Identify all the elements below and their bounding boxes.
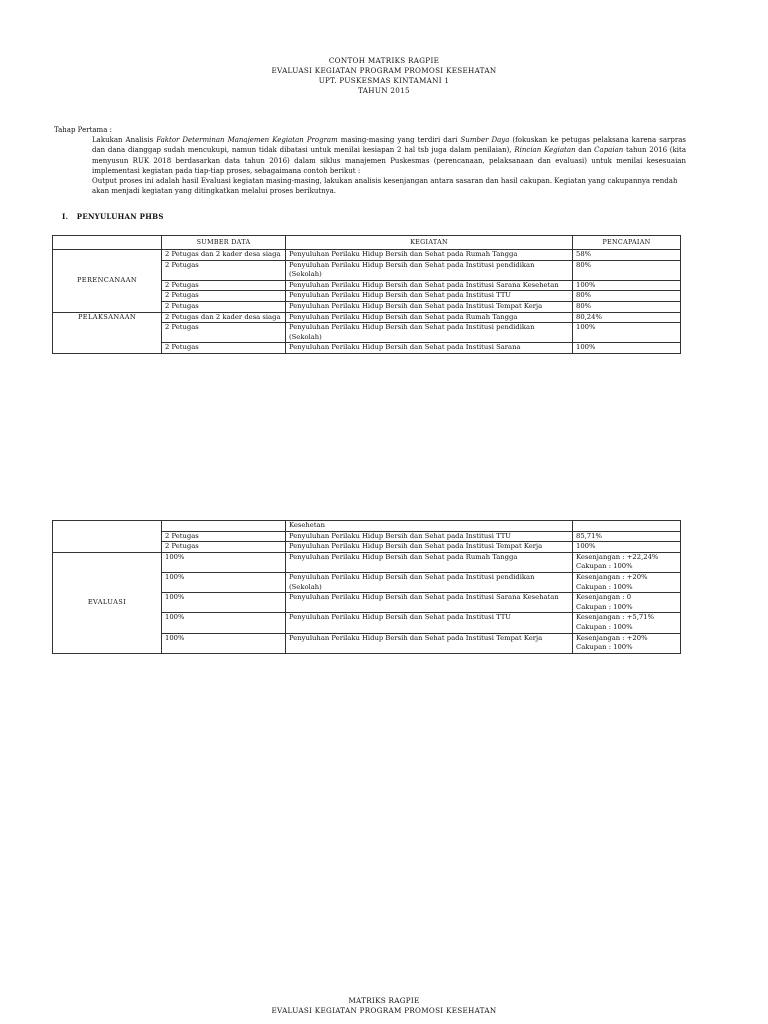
intro-text-span: dan xyxy=(575,146,595,155)
cell-sumber-data: 2 Petugas xyxy=(162,260,286,280)
phase-label: PELAKSANAAN xyxy=(53,312,162,353)
cell-pencapaian: 80% xyxy=(573,260,681,280)
header2-line-1: MATRIKS RAGPIE xyxy=(348,996,420,1005)
table-row xyxy=(53,552,681,572)
document-header xyxy=(0,56,768,96)
matrix-table-part-2 xyxy=(52,520,681,654)
intro-emphasis: Sumber Daya xyxy=(460,136,510,145)
cell-pencapaian: 80% xyxy=(573,301,681,312)
header-line-4: TAHUN 2015 xyxy=(358,86,410,95)
cell-pencapaian: Kesenjangan : +20% Cakupan : 100% xyxy=(573,633,681,653)
intro-paragraph-2: Output proses ini adalah hasil Evaluasi kegiatan masing-masing, lakukan analisis kesenjangan antara sasaran dan hasil cakupan. Kegiatan yang cakupannya rendah akan menjadi kegiatan yang ditingkatkan melalui proses berikutnya. xyxy=(92,177,678,196)
cell-sumber-data xyxy=(162,521,286,532)
intro-emphasis: Rincian Kegiatan xyxy=(514,146,576,155)
cell-kegiatan: Penyuluhan Perilaku Hidup Bersih dan Sehat pada Institusi Sarana Kesehatan xyxy=(286,593,573,613)
section-heading xyxy=(62,212,164,221)
cell-kegiatan: Penyuluhan Perilaku Hidup Bersih dan Sehat pada Institusi Tempat Kerja xyxy=(286,633,573,653)
cell-sumber-data: 100% xyxy=(162,613,286,633)
cell-sumber-data: 2 Petugas xyxy=(162,531,286,542)
cell-sumber-data: 100% xyxy=(162,633,286,653)
cell-kegiatan: Penyuluhan Perilaku Hidup Bersih dan Sehat pada Rumah Tangga xyxy=(286,312,573,323)
cell-pencapaian: 85,71% xyxy=(573,531,681,542)
cell-kegiatan: Penyuluhan Perilaku Hidup Bersih dan Sehat pada Rumah Tangga xyxy=(286,552,573,572)
cell-kegiatan: Penyuluhan Perilaku Hidup Bersih dan Sehat pada Institusi pendidikan (Sekolah) xyxy=(286,260,573,280)
header-line-1: CONTOH MATRIKS RAGPIE xyxy=(328,56,440,65)
intro-text xyxy=(54,125,686,196)
phase-label: EVALUASI xyxy=(53,552,162,653)
cell-pencapaian: 100% xyxy=(573,280,681,291)
cell-sumber-data: 2 Petugas dan 2 kader desa siaga xyxy=(162,312,286,323)
phase-label xyxy=(53,521,162,553)
section-title: PENYULUHAN PHBS xyxy=(76,212,164,221)
cell-pencapaian: 58% xyxy=(573,250,681,261)
cell-pencapaian: Kesenjangan : +5,71% Cakupan : 100% xyxy=(573,613,681,633)
cell-kegiatan: Penyuluhan Perilaku Hidup Bersih dan Sehat pada Institusi Sarana xyxy=(286,343,573,354)
table-row xyxy=(53,521,681,532)
intro-text-span: masing-masing yang terdiri dari xyxy=(337,136,461,145)
header-cell-sumber-data: SUMBER DATA xyxy=(162,236,286,250)
cell-sumber-data: 2 Petugas dan 2 kader desa siaga xyxy=(162,250,286,261)
cell-pencapaian: Kesenjangan : +22,24% Cakupan : 100% xyxy=(573,552,681,572)
intro-emphasis: Capaian xyxy=(594,146,624,155)
cell-kegiatan: Penyuluhan Perilaku Hidup Bersih dan Sehat pada Institusi pendidikan (Sekolah) xyxy=(286,323,573,343)
cell-sumber-data: 2 Petugas xyxy=(162,323,286,343)
header-line-3: UPT. PUSKESMAS KINTAMANI 1 xyxy=(318,76,450,85)
cell-sumber-data: 100% xyxy=(162,552,286,572)
cell-kegiatan: Penyuluhan Perilaku Hidup Bersih dan Sehat pada Institusi Tempat Kerja xyxy=(286,301,573,312)
cell-kegiatan: Penyuluhan Perilaku Hidup Bersih dan Sehat pada Institusi TTU xyxy=(286,291,573,302)
cell-kegiatan: Penyuluhan Perilaku Hidup Bersih dan Sehat pada Institusi TTU xyxy=(286,613,573,633)
cell-sumber-data: 100% xyxy=(162,572,286,592)
cell-sumber-data: 2 Petugas xyxy=(162,343,286,354)
cell-kegiatan: Penyuluhan Perilaku Hidup Bersih dan Sehat pada Institusi pendidikan (Sekolah) xyxy=(286,572,573,592)
table-header-row xyxy=(53,236,681,250)
document-header-next-page xyxy=(0,996,768,1016)
header-cell-phase xyxy=(53,236,162,250)
intro-text-span: (fokuskan ke petugas pelaksana karena sarpras dan dana dianggap sudah mencukupi, namun tidak dibatasi untuk menilai kesiapan 2 hal tsb juga dalam penilaian), xyxy=(92,136,686,155)
intro-emphasis: Faktor Determinan Manajemen Kegiatan Program xyxy=(156,136,338,145)
table-row xyxy=(53,312,681,323)
header-cell-pencapaian: PENCAPAIAN xyxy=(573,236,681,250)
intro-paragraph-1 xyxy=(92,135,686,176)
section-number: I. xyxy=(62,212,69,221)
cell-pencapaian: 80% xyxy=(573,291,681,302)
cell-kegiatan: Penyuluhan Perilaku Hidup Bersih dan Sehat pada Institusi Tempat Kerja xyxy=(286,542,573,553)
intro-text-span: Lakukan Analisis xyxy=(92,136,157,145)
cell-kegiatan: Penyuluhan Perilaku Hidup Bersih dan Sehat pada Institusi TTU xyxy=(286,531,573,542)
cell-sumber-data: 2 Petugas xyxy=(162,280,286,291)
intro-text-span: tahun 2016 (kita menyusun RUK 2018 berdasarkan data tahun 2016) dalam siklus manajemen Puskesmas (perencanaan, pelaksanaan dan evaluasi) untuk menilai kesesuaian implementasi kegiatan pada tiap-tiap proses, sebagaimana contoh berikut : xyxy=(92,146,686,175)
cell-sumber-data: 2 Petugas xyxy=(162,301,286,312)
cell-kegiatan: Penyuluhan Perilaku Hidup Bersih dan Sehat pada Rumah Tangga xyxy=(286,250,573,261)
cell-pencapaian: Kesenjangan : +20% Cakupan : 100% xyxy=(573,572,681,592)
cell-pencapaian: Kesenjangan : 0 Cakupan : 100% xyxy=(573,593,681,613)
cell-pencapaian: 100% xyxy=(573,323,681,343)
header2-line-2: EVALUASI KEGIATAN PROGRAM PROMOSI KESEHATAN xyxy=(271,1006,497,1015)
header-cell-kegiatan: KEGIATAN xyxy=(286,236,573,250)
intro-lead: Tahap Pertama : xyxy=(54,126,112,134)
cell-kegiatan: Kesehetan xyxy=(286,521,573,532)
cell-sumber-data: 2 Petugas xyxy=(162,542,286,553)
cell-pencapaian: 80,24% xyxy=(573,312,681,323)
cell-kegiatan: Penyuluhan Perilaku Hidup Bersih dan Sehat pada Institusi Sarana Kesehetan xyxy=(286,280,573,291)
cell-pencapaian: 100% xyxy=(573,542,681,553)
header-line-2: EVALUASI KEGIATAN PROGRAM PROMOSI KESEHATAN xyxy=(271,66,497,75)
phase-label: PERENCANAAN xyxy=(53,250,162,313)
matrix-table-part-1 xyxy=(52,235,681,354)
cell-sumber-data: 100% xyxy=(162,593,286,613)
cell-pencapaian xyxy=(573,521,681,532)
cell-pencapaian: 100% xyxy=(573,343,681,354)
table-row xyxy=(53,250,681,261)
cell-sumber-data: 2 Petugas xyxy=(162,291,286,302)
